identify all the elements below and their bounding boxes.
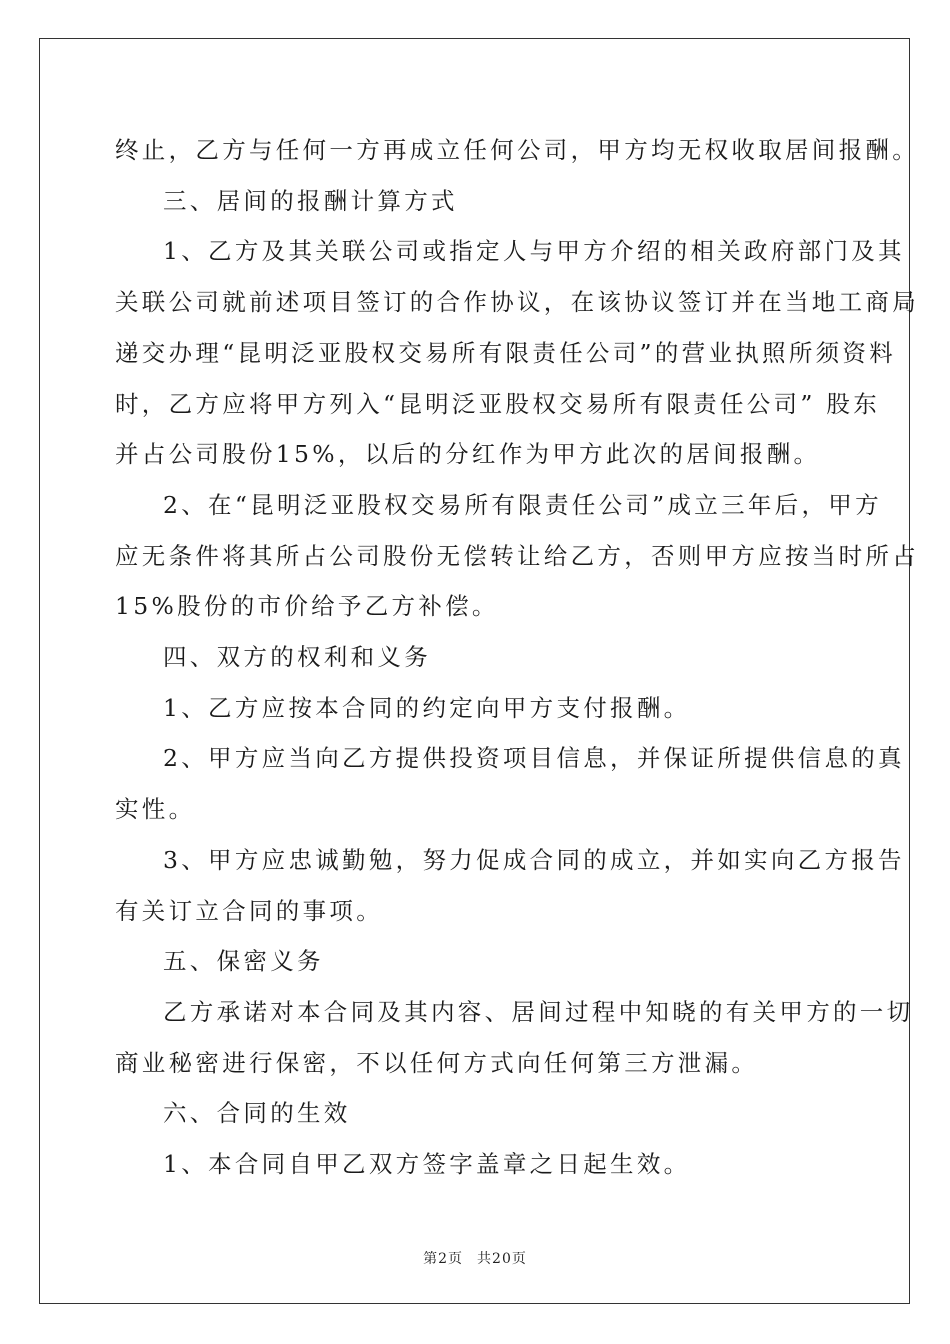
- paragraph-line: 递交办理“昆明泛亚股权交易所有限责任公司”的营业执照所须资料: [115, 338, 897, 367]
- paragraph-line: 时，乙方应将甲方列入“昆明泛亚股权交易所有限责任公司” 股东: [115, 389, 880, 418]
- paragraph-line: 并占公司股份15%，以后的分红作为甲方此次的居间报酬。: [115, 440, 821, 469]
- paragraph-line: 有关订立合同的事项。: [115, 896, 383, 925]
- paragraph-line: 商业秘密进行保密，不以任何方式向任何第三方泄漏。: [115, 1048, 759, 1077]
- paragraph-line: 3、甲方应忠诚勤勉，努力促成合同的成立，并如实向乙方报告: [163, 845, 905, 874]
- paragraph-line: 15%股份的市价给予乙方补偿。: [115, 592, 499, 621]
- page-footer: [0, 1248, 950, 1268]
- page-total: 共20页: [477, 1251, 527, 1267]
- paragraph-line: 1、乙方应按本合同的约定向甲方支付报酬。: [163, 693, 691, 722]
- paragraph-line: 2、甲方应当向乙方提供投资项目信息，并保证所提供信息的真: [163, 744, 905, 773]
- paragraph-line: 1、乙方及其关联公司或指定人与甲方介绍的相关政府部门及其: [163, 237, 905, 266]
- paragraph-line: 应无条件将其所占公司股份无偿转让给乙方，否则甲方应按当时所占: [115, 541, 919, 570]
- paragraph-line: 实性。: [115, 795, 196, 824]
- paragraph-line: 1、本合同自甲乙双方签字盖章之日起生效。: [163, 1150, 691, 1179]
- section-heading: 六、合同的生效: [163, 1099, 351, 1128]
- document-body: [115, 125, 919, 1190]
- paragraph-line: 终止，乙方与任何一方再成立任何公司，甲方均无权收取居间报酬。: [115, 136, 919, 164]
- section-heading: 五、保密义务: [163, 947, 324, 976]
- page-number: 第2页: [423, 1251, 464, 1267]
- section-heading: 四、双方的权利和义务: [163, 643, 431, 672]
- paragraph-line: 关联公司就前述项目签订的合作协议，在该协议签订并在当地工商局: [115, 288, 919, 317]
- paragraph-line: 2、在“昆明泛亚股权交易所有限责任公司”成立三年后，甲方: [163, 490, 882, 519]
- section-heading: 三、居间的报酬计算方式: [163, 186, 458, 215]
- paragraph-line: 乙方承诺对本合同及其内容、居间过程中知晓的有关甲方的一切: [163, 997, 914, 1026]
